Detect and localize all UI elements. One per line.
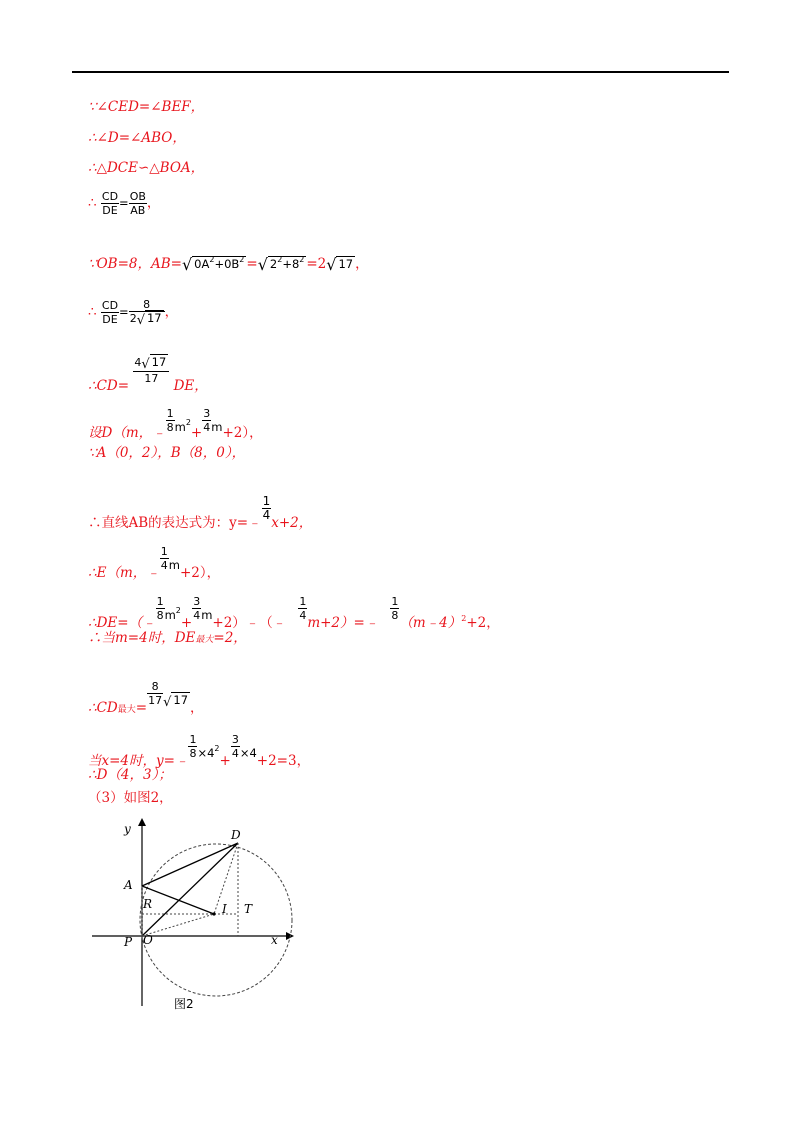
fraction-3-4-b: $\frac{3}{4}$ [193,595,201,622]
y-axis-arrow [138,818,146,826]
line-16: ∴D（4，3）； [88,767,172,783]
fraction-1-8-b: $\frac{1}{8}$ [156,595,164,622]
label-d: D [231,828,241,842]
line-8: 设D（m，﹣ $\frac{1}{8}$ $m^2+$ $\frac{3}{4}$ m+2）， [88,407,263,441]
line-7: ∴CD= $\frac{4√ 17}{17}$ DE， [88,355,208,394]
label-a: A [124,878,133,892]
radical-17: √ 17 [326,255,354,274]
point-i [212,912,215,915]
figure-2 [88,816,303,1016]
label-o: O [143,933,153,947]
fraction-3-4: $\frac{3}{4}$ [203,407,211,434]
line-13: ∴当m=4时，DE最大=2， [88,630,247,646]
segment-ai [142,886,214,914]
label-x: x [271,933,278,947]
figure-caption: 图2 [174,997,194,1011]
fraction-1-8-c: $\frac{1}{8}$ [391,595,399,622]
fraction-cd-de: $\frac{CD}{DE}$ [101,190,119,217]
line-9: ∵A（0，2），B（8，0）， [88,445,246,461]
fraction-8-17: $\frac{8}{17}$ [148,680,163,707]
fraction-cd-de-2: $\frac{CD}{DE}$ [101,299,119,326]
fraction-3-4-c: $\frac{3}{4}$ [231,733,239,760]
fraction-1-4-c: $\frac{1}{4}$ [299,595,307,622]
line-15: 当x=4时，y=﹣ $\frac{1}{8}$ $\times 4^2+$ $\frac{3}{4}$ ×4+2=3， [88,733,311,769]
label-t: T [244,902,253,916]
line-3: ∴△DCE∽△BOA， [88,160,205,176]
dashed-circle [140,844,292,996]
fraction-1-4-b: $\frac{1}{4}$ [160,545,168,572]
label-p: P [124,935,133,949]
line-17: （3）如图2， [88,790,173,806]
segment-od [142,843,238,936]
fraction-1-8: $\frac{1}{8}$ [166,407,174,434]
line-2: ∴∠D=∠ABO， [88,130,186,146]
fraction-1-8-d: $\frac{1}{8}$ [189,733,197,760]
fraction-8-2root17: $\frac{8}{2√ 17}$ [129,298,165,327]
line-4: ∴ $\frac{CD}{DE}$ = $\frac{OB}{AB}$ ， [88,190,161,217]
label-r: R [143,897,153,911]
line-6: ∴ $\frac{CD}{DE}$ = $\frac{8}{2√ 17}$ ， [88,298,179,328]
fraction-1-4: $\frac{1}{4}$ [262,494,271,522]
line-12: ∴DE=（﹣ $\frac{1}{8}$ $m^2+$ $\frac{3}{4}$ m+2）﹣（﹣ $\frac{1}{4}$ m+2）=﹣ $\frac{1}{8}$ （m﹣4）$^2$+2， [88,595,500,631]
radical-2-8: √ $2^2+8^2$ [257,255,305,274]
fraction-ob-ab: $\frac{OB}{AB}$ [129,190,146,217]
radical-17-b: √ 17 [163,693,189,710]
segment-ad [142,843,238,886]
label-y: y [124,822,131,836]
radical-oa-ob: √ $0A^2+0B^2$ [181,255,245,274]
line-1: ∵∠CED=∠BEF， [88,99,205,115]
header-rule [72,71,729,73]
fraction-4root17-17: $\frac{4√ 17}{17}$ [133,356,169,385]
line-5: ∵OB=8，AB=√ $0A^2+0B^2$ =√ $2^2+8^2 =2√$ 17 ， [88,252,369,273]
line-11: ∴E（m，﹣ $\frac{1}{4}$ m+2）， [88,545,221,581]
line-10: ∴直线AB的表达式为：y=﹣ $\frac{1}{4}$ x+2， [88,494,313,531]
line-14: ∴CD最大= $\frac{8}{17}$ √ 17 ， [88,680,204,716]
label-i: I [222,902,227,916]
